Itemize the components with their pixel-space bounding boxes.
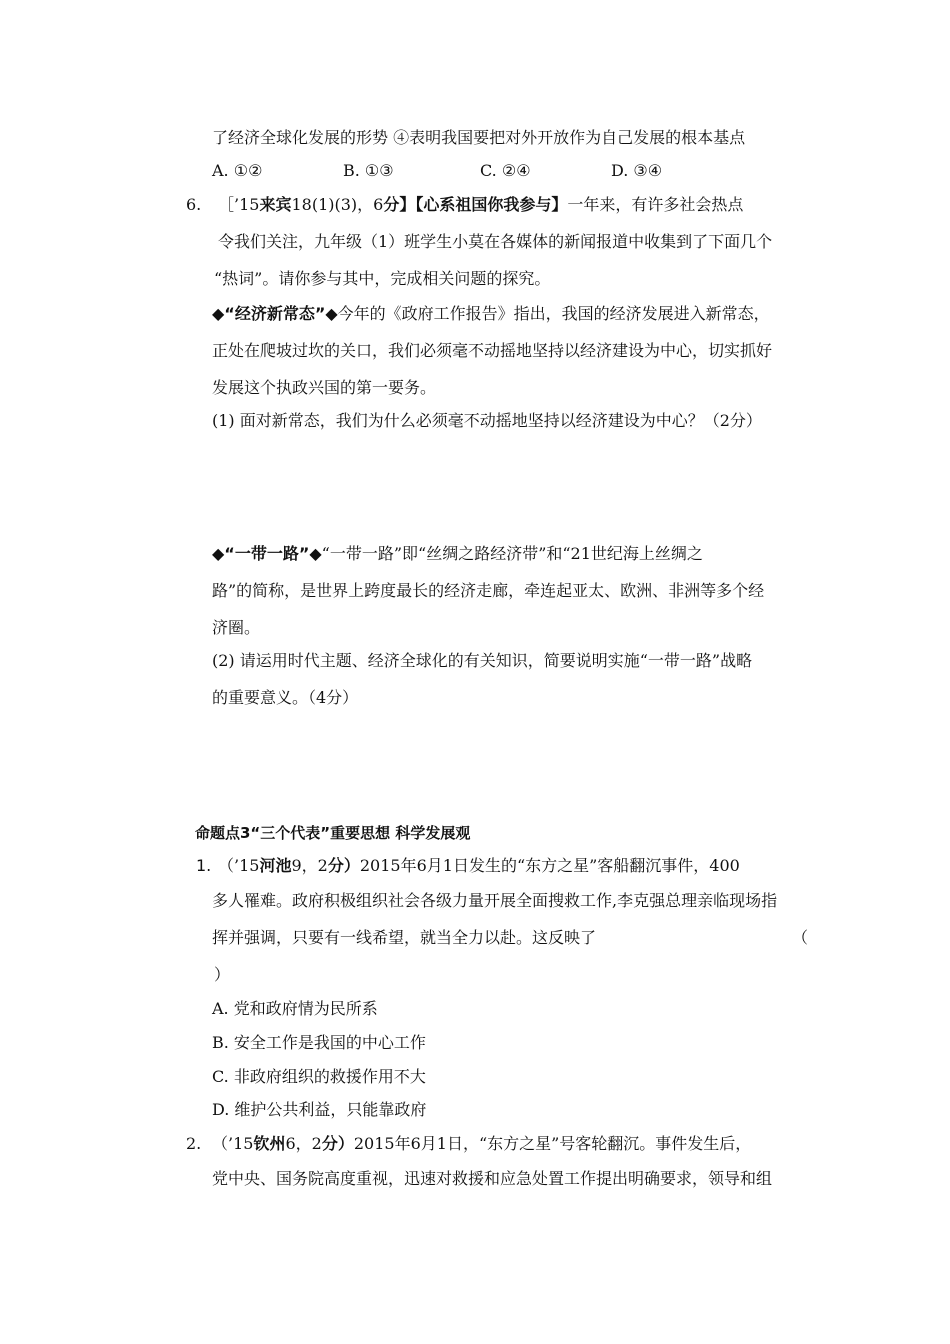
q6-sub2-line-1: (2) 请运用时代主题、经济全球化的有关知识，简要说明实施“一带一路”战略 bbox=[212, 651, 753, 670]
q6-hot1-label: ◆“经济新常态”◆ bbox=[212, 304, 338, 323]
q6-source-open: ［’15 bbox=[218, 195, 260, 214]
q6-header bbox=[218, 194, 743, 216]
q6-source-city: 来宾 bbox=[259, 195, 292, 214]
q6-hot2-text-1: “一带一路”即“丝绸之路经济带”和“21世纪海上丝绸之 bbox=[321, 544, 703, 563]
s-q1-option-b: B. 安全工作是我国的中心工作 bbox=[212, 1033, 426, 1052]
q6-sub1: (1) 面对新常态，我们为什么必须毫不动摇地坚持以经济建设为中心？（2分） bbox=[212, 411, 762, 430]
q6-intro-3: “热词”。请你参与其中，完成相关问题的探究。 bbox=[214, 269, 551, 288]
q6-topic: 【心系祖国你我参与】 bbox=[415, 195, 568, 214]
s-q1-line-3: 挥并强调，只要有一线希望，就当全力以赴。这反映了 bbox=[212, 928, 597, 947]
q5-continuation: 了经济全球化发展的形势 ④表明我国要把对外开放作为自己发展的根本基点 bbox=[212, 128, 746, 147]
q6-sub2-line-2: 的重要意义。（4分） bbox=[212, 688, 359, 707]
s-q1-line-1 bbox=[218, 855, 740, 877]
section-title: 命题点3“三个代表”重要思想 科学发展观 bbox=[195, 824, 471, 842]
q6-source-mid: 18(1)(3)，6 bbox=[291, 195, 384, 214]
s-q2-source-city: 钦州 bbox=[253, 1134, 286, 1153]
s-q2-source-score: 分） bbox=[321, 1134, 354, 1153]
s-q1-text-1: 2015年6月1日发生的“东方之星”客船翻沉事件，400 bbox=[359, 856, 740, 875]
q5-option-c: C. ②④ bbox=[480, 161, 531, 180]
s-q1-source-city: 河池 bbox=[259, 856, 292, 875]
q5-option-a: A. ①② bbox=[212, 161, 263, 180]
s-q1-number: 1. bbox=[196, 856, 212, 875]
s-q2-text-1: 2015年6月1日，“东方之星”号客轮翻沉。事件发生后， bbox=[353, 1134, 752, 1153]
s-q2-line-1 bbox=[212, 1133, 751, 1155]
q5-option-b: B. ①③ bbox=[343, 161, 394, 180]
q6-hot1-text-3: 发展这个执政兴国的第一要务。 bbox=[212, 378, 437, 397]
s-q1-option-a: A. 党和政府情为民所系 bbox=[212, 999, 378, 1018]
s-q2-source-open: （’15 bbox=[212, 1134, 254, 1153]
s-q2-line-2: 党中央、国务院高度重视，迅速对救援和应急处置工作提出明确要求，领导和组 bbox=[212, 1169, 773, 1188]
q6-hot1-text-2: 正处在爬坡过坎的关口，我们必须毫不动摇地坚持以经济建设为中心，切实抓好 bbox=[212, 341, 773, 360]
s-q1-source-score: 分） bbox=[327, 856, 360, 875]
s-q1-source-mid: 9，2 bbox=[291, 856, 328, 875]
q6-hot2-text-3: 济圈。 bbox=[212, 618, 261, 637]
s-q1-option-d: D. 维护公共利益，只能靠政府 bbox=[212, 1100, 427, 1119]
s-q1-paren-close: ） bbox=[214, 965, 231, 984]
q6-intro-1: 一年来，有许多社会热点 bbox=[567, 195, 744, 214]
s-q2-number: 2. bbox=[186, 1134, 202, 1153]
s-q1-source-open: （’15 bbox=[218, 856, 260, 875]
q6-hot2-label: ◆“一带一路”◆ bbox=[212, 544, 322, 563]
q6-number: 6. bbox=[186, 195, 202, 214]
s-q1-paren-open: （ bbox=[792, 928, 809, 947]
s-q1-option-c: C. 非政府组织的救援作用不大 bbox=[212, 1067, 426, 1086]
q6-hot2-text-2: 路”的简称，是世界上跨度最长的经济走廊，牵连起亚太、欧洲、非洲等多个经 bbox=[212, 581, 765, 600]
q6-hot2 bbox=[212, 543, 703, 565]
s-q2-source-mid: 6，2 bbox=[285, 1134, 322, 1153]
q6-source-score: 分】 bbox=[383, 195, 416, 214]
q6-hot1-text-1: 今年的《政府工作报告》指出，我国的经济发展进入新常态， bbox=[337, 304, 770, 323]
q6-intro-2: 令我们关注，九年级（1）班学生小莫在各媒体的新闻报道中收集到了下面几个 bbox=[218, 232, 773, 251]
q5-options bbox=[212, 160, 662, 182]
s-q1-line-2: 多人罹难。政府积极组织社会各级力量开展全面搜救工作,李克强总理亲临现场指 bbox=[212, 891, 778, 910]
q5-option-d: D. ③④ bbox=[611, 161, 663, 180]
q6-hot1 bbox=[212, 303, 770, 325]
